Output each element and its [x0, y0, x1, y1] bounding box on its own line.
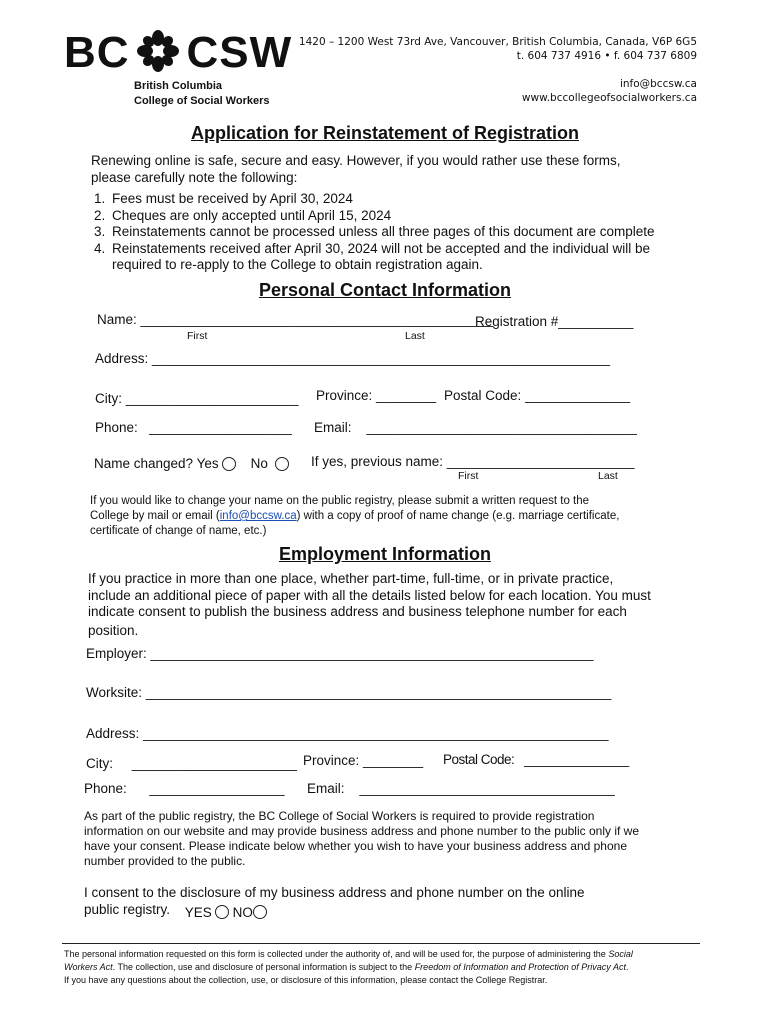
- employment-postal-field[interactable]: ______________: [524, 752, 630, 767]
- org-name: [134, 79, 270, 109]
- employment-phone-field[interactable]: __________________: [149, 781, 285, 796]
- previous-last-caption: Last: [598, 470, 618, 482]
- postal-label: Postal Code:: [444, 388, 522, 403]
- worksite-row: [86, 685, 611, 700]
- employment-paragraph: [88, 571, 651, 639]
- employment-email-field[interactable]: __________________________________: [359, 781, 615, 796]
- consent-no-label: NO: [232, 904, 253, 920]
- name-field[interactable]: _______________________________________________: [140, 312, 494, 327]
- list-item: 2. Cheques are only accepted until April 15, 2024: [109, 208, 655, 225]
- list-item-continuation: required to re-apply to the College to obtain registration again.: [112, 257, 483, 272]
- province-label: Province:: [316, 388, 373, 403]
- employment-postal-label: Postal Code:: [443, 752, 515, 767]
- employment-phone-row: [84, 781, 284, 796]
- name-changed-no-radio[interactable]: [275, 457, 289, 471]
- worksite-field[interactable]: ______________________________________________________________: [145, 685, 612, 700]
- consent-line-1: I consent to the disclosure of my business address and phone number on the online: [84, 885, 585, 900]
- city-row: [95, 391, 298, 406]
- org-phone-fax: t. 604 737 4916 • f. 604 737 6809: [516, 50, 697, 62]
- list-item: 1. Fees must be received by April 30, 2024: [109, 191, 655, 208]
- note-line-3: certificate of change of name, etc.): [90, 525, 267, 537]
- city-field[interactable]: _______________________: [125, 391, 299, 406]
- postal-field[interactable]: ______________: [525, 388, 631, 403]
- org-address: 1420 – 1200 West 73rd Ave, Vancouver, British Columbia, Canada, V6P 6G5: [298, 36, 697, 48]
- name-label: Name:: [97, 312, 137, 327]
- registry-paragraph: [84, 809, 639, 869]
- name-changed-yes-radio[interactable]: [222, 457, 236, 471]
- employment-postal-row: [443, 752, 629, 767]
- employer-row: [86, 646, 594, 661]
- footer-line-2: [64, 961, 704, 974]
- province-row: [316, 388, 436, 403]
- intro-line-1: Renewing online is safe, secure and easy. However, if you would rather use these forms,: [91, 153, 621, 168]
- previous-name-row: [311, 454, 635, 469]
- name-last-caption: Last: [405, 330, 425, 342]
- name-changed-row: [94, 456, 289, 471]
- employment-city-field[interactable]: ______________________: [131, 756, 297, 771]
- note-line-1: If you would like to change your name on the public registry, please submit a written request to the: [90, 495, 590, 507]
- footer-line-2-italic-act: Workers Act: [64, 962, 113, 972]
- flower-icon: [136, 29, 180, 73]
- note-line-2: [90, 509, 619, 524]
- intro-line-2: please carefully note the following:: [91, 169, 298, 185]
- logo-bc: BC: [64, 28, 130, 77]
- intro-text: [91, 153, 621, 186]
- name-change-note: [90, 494, 619, 539]
- province-field[interactable]: ________: [376, 388, 437, 403]
- employment-email-row: [307, 781, 615, 796]
- phone-label: Phone:: [95, 420, 138, 435]
- name-changed-no-label: No: [250, 456, 268, 471]
- registry-line-1: As part of the public registry, the BC College of Social Workers is required to provide registration: [84, 809, 595, 823]
- consent-line-2: [84, 902, 585, 919]
- org-line-2: College of Social Workers: [134, 95, 270, 107]
- note-line-2-end: ) with a copy of proof of name change (e.g. marriage certificate,: [296, 510, 620, 522]
- employment-address-label: Address:: [86, 726, 140, 741]
- employer-field[interactable]: ___________________________________________________________: [150, 646, 594, 661]
- address-label: Address:: [95, 351, 149, 366]
- consent-line-2-text: public registry.: [84, 901, 171, 917]
- employment-para-line-2: include an additional piece of paper with all the details listed below for each location. You must: [88, 587, 651, 603]
- employment-para-line-1: If you practice in more than one place, whether part-time, full-time, or in private practice,: [88, 571, 614, 586]
- page-title: Application for Reinstatement of Registration: [190, 123, 580, 143]
- city-label: City:: [95, 391, 122, 406]
- employment-para-line-3: indicate consent to publish the business address and business telephone number for each: [88, 604, 627, 619]
- footer-divider: [62, 943, 700, 944]
- previous-first-caption: First: [458, 470, 479, 482]
- previous-name-field[interactable]: _________________________: [446, 454, 635, 469]
- requirements-list: [91, 191, 655, 274]
- consent-statement: [84, 885, 585, 918]
- employment-phone-label: Phone:: [84, 781, 127, 796]
- email-row: [314, 420, 637, 435]
- org-email[interactable]: info@bccsw.ca: [619, 78, 697, 90]
- org-line-1: British Columbia: [134, 80, 223, 92]
- consent-no-radio[interactable]: [253, 905, 267, 919]
- consent-yes-radio[interactable]: [215, 905, 229, 919]
- name-first-caption: First: [187, 330, 208, 342]
- name-row: [97, 312, 493, 327]
- footer-line-2-italic-foippa: Freedom of Information and Protection of Privacy Act: [414, 962, 626, 972]
- employment-province-label: Province:: [303, 753, 360, 768]
- email-field[interactable]: ____________________________________: [366, 420, 637, 435]
- registry-line-2: information on our website and may provide business address and phone number to the public only if we: [84, 824, 639, 838]
- employment-province-row: [303, 753, 423, 768]
- privacy-footer: [64, 948, 704, 987]
- footer-line-1-italic: Social: [608, 949, 633, 959]
- email-label: Email:: [314, 420, 352, 435]
- phone-row: [95, 420, 292, 435]
- employment-email-label: Email:: [307, 781, 345, 796]
- footer-line-2-text: . The collection, use and disclosure of personal information is subject to the: [112, 962, 415, 972]
- list-item: 4. Reinstatements received after April 30, 2024 will not be accepted and the individual will be: [109, 241, 655, 258]
- note-email-link[interactable]: info@bccsw.ca: [219, 510, 297, 522]
- org-website[interactable]: www.bccollegeofsocialworkers.ca: [521, 92, 697, 104]
- footer-line-2-end: .: [625, 962, 629, 972]
- footer-line-3: If you have any questions about the collection, use, or disclosure of this information, please contact the College Registrar.: [64, 975, 548, 985]
- registry-line-4: number provided to the public.: [84, 854, 246, 868]
- worksite-label: Worksite:: [86, 685, 143, 700]
- postal-row: [444, 388, 630, 403]
- address-row: [95, 351, 610, 366]
- note-line-2-start: College by mail or email (: [90, 510, 220, 522]
- consent-yes-label: YES: [184, 904, 212, 920]
- footer-line-1: [64, 948, 704, 961]
- employment-city-label: City:: [86, 756, 113, 771]
- employment-city-row: [86, 756, 297, 771]
- registration-field[interactable]: Registration #__________: [475, 314, 634, 329]
- footer-line-1-text: The personal information requested on this form is collected under the authority of, and will be used for, the purpose of administering the: [64, 949, 609, 959]
- personal-heading: Personal Contact Information: [258, 280, 512, 300]
- logo: [64, 28, 292, 78]
- previous-name-label: If yes, previous name:: [311, 454, 444, 469]
- registry-line-3: have your consent. Please indicate below whether you wish to have your business address and phone: [84, 839, 628, 853]
- employer-label: Employer:: [86, 646, 147, 661]
- name-changed-label: Name changed?: [94, 456, 194, 471]
- phone-field[interactable]: ___________________: [149, 420, 292, 435]
- list-item: 3. Reinstatements cannot be processed unless all three pages of this document are complete: [109, 224, 655, 241]
- employment-para-line-4: position.: [88, 622, 139, 638]
- address-field[interactable]: _____________________________________________________________: [152, 351, 611, 366]
- logo-csw: CSW: [186, 28, 293, 77]
- name-changed-yes-label: Yes: [196, 456, 219, 471]
- employment-heading: Employment Information: [278, 544, 491, 564]
- employment-province-field[interactable]: ________: [363, 753, 424, 768]
- employment-address-row: [86, 726, 609, 741]
- employment-address-field[interactable]: ______________________________________________________________: [143, 726, 609, 741]
